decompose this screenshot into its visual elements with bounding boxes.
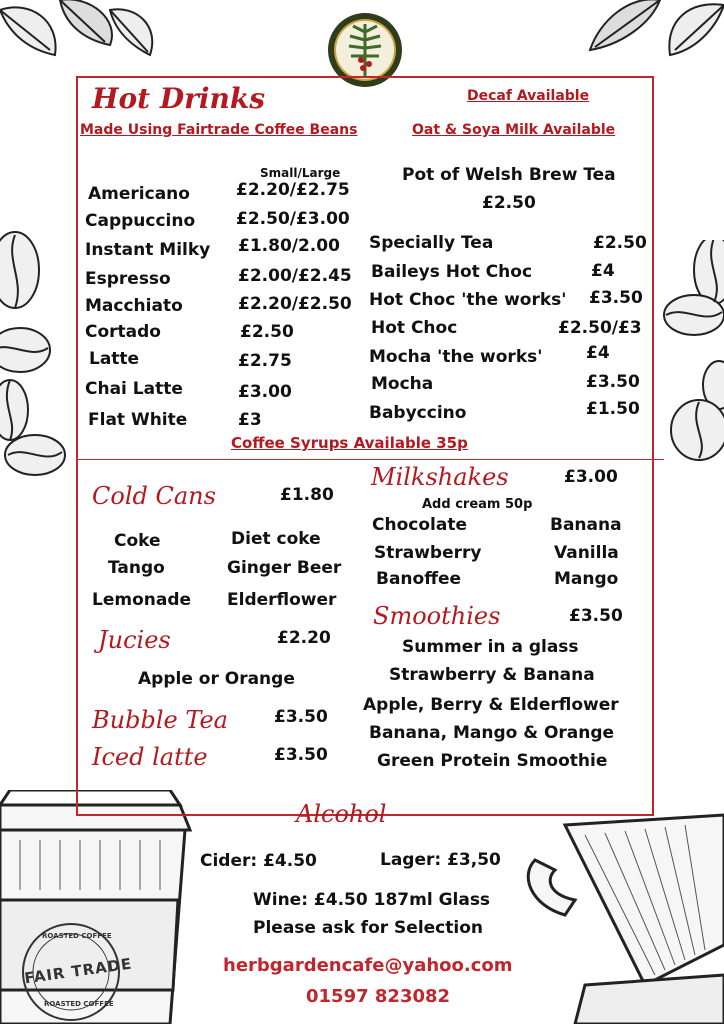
drink-price: £2.20/£2.50 — [238, 294, 352, 314]
syrups-note: Coffee Syrups Available 35p — [231, 434, 468, 452]
drink-price: £3.50 — [589, 288, 643, 308]
milkshake-item: Strawberry — [374, 543, 482, 563]
drink-name: Specially Tea — [369, 233, 494, 253]
section-divider — [76, 459, 664, 460]
drink-name: Latte — [89, 349, 140, 369]
drink-name: Hot Choc — [371, 318, 458, 338]
cold-cans-title: Cold Cans — [92, 482, 216, 510]
size-header: Small/Large — [260, 166, 341, 180]
milkshake-item: Banana — [550, 515, 622, 535]
drink-name: Hot Choc 'the works' — [369, 290, 567, 310]
drink-name: Mocha — [371, 374, 434, 394]
juices-price: £2.20 — [277, 628, 331, 648]
drink-price: £1.80/2.00 — [238, 236, 340, 256]
drink-name: Americano — [88, 184, 190, 204]
drink-name: Cortado — [85, 322, 161, 342]
alcohol-title: Alcohol — [296, 800, 387, 828]
drink-name: Cappuccino — [85, 211, 196, 231]
milkshakes-title: Milkshakes — [371, 463, 509, 491]
juices-title: Jucies — [98, 626, 171, 654]
bubble-tea-price: £3.50 — [274, 707, 328, 727]
drink-price: £2.20/£2.75 — [236, 180, 350, 200]
coffee-beans-left-illustration — [0, 230, 75, 480]
iced-latte-title: Iced latte — [92, 743, 208, 771]
contact-phone[interactable]: 01597 823082 — [306, 986, 451, 1007]
drink-name: Instant Milky — [85, 240, 211, 260]
pour-over-brewer-illustration — [525, 805, 724, 1024]
milkshake-item: Vanilla — [554, 543, 619, 563]
cold-cans-price: £1.80 — [280, 485, 334, 505]
cold-can-item: Tango — [108, 558, 165, 578]
pot-tea-name: Pot of Welsh Brew Tea — [402, 165, 616, 185]
coffee-leaves-top-left-illustration — [0, 0, 160, 80]
decaf-note: Decaf Available — [467, 88, 590, 104]
drink-price: £1.50 — [586, 399, 640, 419]
drink-name: Macchiato — [85, 296, 183, 316]
milkshake-item: Banoffee — [376, 569, 462, 589]
smoothie-item: Banana, Mango & Orange — [369, 723, 615, 743]
milkshakes-price: £3.00 — [564, 467, 618, 487]
drink-price: £3 — [238, 410, 262, 430]
drink-price: £2.50/£3 — [558, 318, 642, 338]
cold-can-item: Elderflower — [227, 590, 337, 610]
cider-price: Cider: £4.50 — [200, 851, 317, 871]
drink-name: Baileys Hot Choc — [371, 262, 533, 282]
iced-latte-price: £3.50 — [274, 745, 328, 765]
milkshakes-note: Add cream 50p — [422, 497, 533, 512]
smoothie-item: Strawberry & Banana — [389, 665, 595, 685]
smoothies-title: Smoothies — [373, 602, 501, 630]
fairtrade-note: Made Using Fairtrade Coffee Beans — [80, 122, 358, 138]
drink-price: £2.50 — [240, 322, 294, 342]
pot-tea-price: £2.50 — [482, 193, 536, 213]
drink-price: £3.00 — [238, 382, 292, 402]
stamp-ring-text-bottom: ROASTED COFFEE — [44, 1000, 114, 1008]
drink-price: £4 — [591, 261, 615, 281]
bubble-tea-title: Bubble Tea — [92, 706, 228, 734]
drink-name: Mocha 'the works' — [369, 347, 543, 367]
alcohol-selection-note: Please ask for Selection — [253, 918, 483, 938]
stamp-ring-text: ROASTED COFFEE — [42, 932, 112, 940]
cold-can-item: Diet coke — [231, 529, 321, 549]
smoothie-item: Apple, Berry & Elderflower — [363, 695, 619, 715]
cold-can-item: Lemonade — [92, 590, 192, 610]
coffee-leaves-top-right-illustration — [570, 0, 724, 75]
juices-items: Apple or Orange — [138, 669, 295, 689]
coffee-beans-right-illustration — [654, 240, 724, 470]
cold-can-item: Ginger Beer — [227, 558, 342, 578]
smoothie-item: Green Protein Smoothie — [377, 751, 608, 771]
stamp-main-text: FAIR TRADE — [23, 954, 134, 988]
drink-name: Flat White — [88, 410, 188, 430]
drink-name: Babyccino — [369, 403, 467, 423]
cold-can-item: Coke — [114, 531, 161, 551]
milkshake-item: Chocolate — [372, 515, 467, 535]
smoothie-item: Summer in a glass — [402, 637, 579, 657]
drink-price: £2.50 — [593, 233, 647, 253]
milkshake-item: Mango — [554, 569, 619, 589]
lager-price: Lager: £3,50 — [380, 850, 501, 870]
drink-price: £3.50 — [586, 372, 640, 392]
drink-price: £2.00/£2.45 — [238, 266, 352, 286]
hot-drinks-title: Hot Drinks — [92, 82, 266, 115]
wine-price: Wine: £4.50 187ml Glass — [253, 890, 491, 910]
smoothies-price: £3.50 — [569, 606, 623, 626]
drink-name: Chai Latte — [85, 379, 183, 399]
milk-note: Oat & Soya Milk Available — [412, 122, 616, 138]
drink-price: £2.50/£3.00 — [236, 209, 350, 229]
drink-name: Espresso — [85, 269, 171, 289]
contact-email[interactable]: herbgardencafe@yahoo.com — [223, 955, 513, 976]
drink-price: £2.75 — [238, 351, 292, 371]
drink-price: £4 — [586, 343, 610, 363]
